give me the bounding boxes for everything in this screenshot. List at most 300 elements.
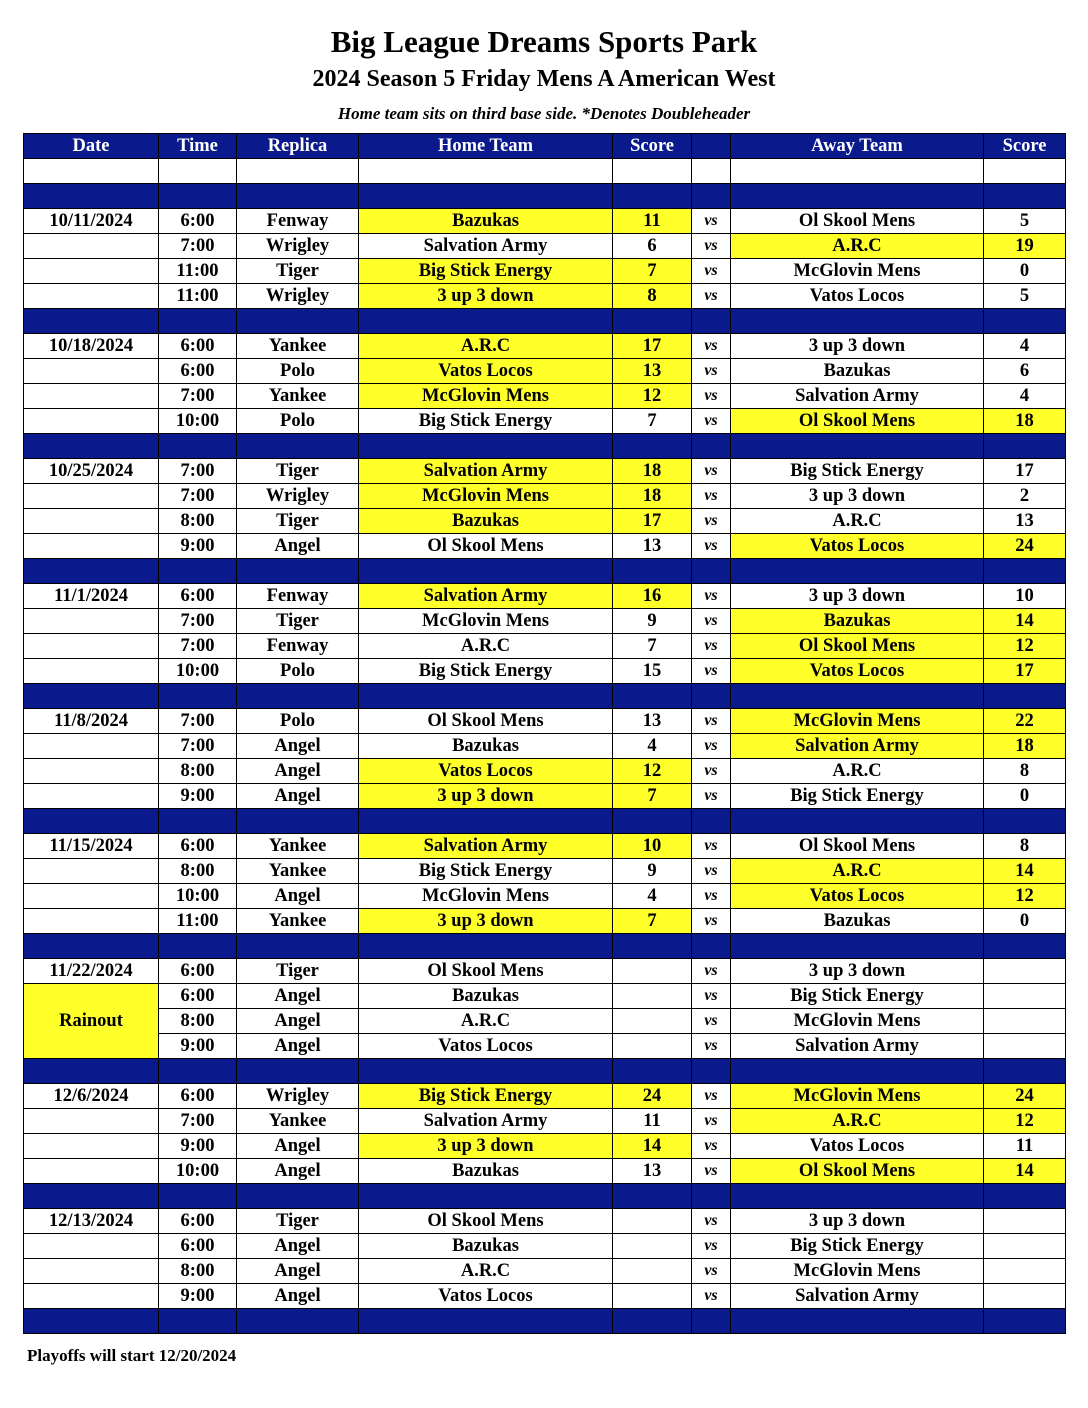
game-time: 10:00 (159, 884, 237, 909)
vs-label: vs (692, 509, 731, 534)
home-team: McGlovin Mens (359, 609, 613, 634)
vs-label: vs (692, 1259, 731, 1284)
away-team: Big Stick Energy (731, 1234, 984, 1259)
game-replica: Wrigley (237, 234, 359, 259)
game-date-empty (24, 484, 159, 509)
home-team: A.R.C (359, 1009, 613, 1034)
home-score (613, 1209, 692, 1234)
home-score: 12 (613, 384, 692, 409)
vs-label: vs (692, 384, 731, 409)
game-date: 11/8/2024 (24, 709, 159, 734)
game-date-empty (24, 1109, 159, 1134)
away-team: Bazukas (731, 609, 984, 634)
game-date-empty (24, 609, 159, 634)
game-replica: Wrigley (237, 1084, 359, 1109)
vs-label: vs (692, 709, 731, 734)
game-time: 8:00 (159, 509, 237, 534)
week-separator-row (24, 434, 1066, 459)
game-time: 7:00 (159, 734, 237, 759)
home-team: A.R.C (359, 634, 613, 659)
home-team: Bazukas (359, 1234, 613, 1259)
away-team: Vatos Locos (731, 884, 984, 909)
home-score: 16 (613, 584, 692, 609)
game-replica: Angel (237, 884, 359, 909)
away-team: McGlovin Mens (731, 709, 984, 734)
game-row (24, 659, 1066, 684)
game-replica: Angel (237, 1259, 359, 1284)
week-separator-row (24, 184, 1066, 209)
away-score (984, 1209, 1066, 1234)
game-row (24, 634, 1066, 659)
game-replica: Angel (237, 534, 359, 559)
away-team: Bazukas (731, 359, 984, 384)
game-date-empty (24, 659, 159, 684)
game-row (24, 609, 1066, 634)
home-team: Ol Skool Mens (359, 959, 613, 984)
away-team: 3 up 3 down (731, 334, 984, 359)
game-replica: Yankee (237, 859, 359, 884)
away-team: McGlovin Mens (731, 1084, 984, 1109)
game-row (24, 509, 1066, 534)
game-replica: Fenway (237, 209, 359, 234)
away-score (984, 984, 1066, 1009)
home-score: 8 (613, 284, 692, 309)
home-team: Ol Skool Mens (359, 709, 613, 734)
schedule-body (24, 134, 1066, 1334)
header-away-score: Score (984, 134, 1066, 159)
home-team: Bazukas (359, 209, 613, 234)
game-row (24, 1034, 1066, 1059)
game-time: 10:00 (159, 409, 237, 434)
game-time: 7:00 (159, 484, 237, 509)
game-date-empty (24, 909, 159, 934)
vs-label: vs (692, 1234, 731, 1259)
away-score: 17 (984, 659, 1066, 684)
home-team: Bazukas (359, 509, 613, 534)
home-team: Salvation Army (359, 584, 613, 609)
vs-label: vs (692, 259, 731, 284)
game-replica: Wrigley (237, 284, 359, 309)
away-score: 6 (984, 359, 1066, 384)
away-score: 4 (984, 334, 1066, 359)
game-row (24, 259, 1066, 284)
away-score: 14 (984, 609, 1066, 634)
away-team: Vatos Locos (731, 659, 984, 684)
away-team: McGlovin Mens (731, 1259, 984, 1284)
game-replica: Tiger (237, 1209, 359, 1234)
game-time: 7:00 (159, 459, 237, 484)
game-date-empty (24, 784, 159, 809)
game-row (24, 1159, 1066, 1184)
home-team: Salvation Army (359, 834, 613, 859)
game-row (24, 709, 1066, 734)
away-score: 2 (984, 484, 1066, 509)
away-score: 18 (984, 409, 1066, 434)
header-replica: Replica (237, 134, 359, 159)
home-team: Big Stick Energy (359, 259, 613, 284)
header-row (24, 134, 1066, 159)
game-replica: Angel (237, 759, 359, 784)
away-score: 14 (984, 859, 1066, 884)
game-row (24, 784, 1066, 809)
away-score: 0 (984, 259, 1066, 284)
playoffs-note: Playoffs will start 12/20/2024 (27, 1346, 237, 1365)
vs-label: vs (692, 959, 731, 984)
away-score: 8 (984, 759, 1066, 784)
home-score: 12 (613, 759, 692, 784)
game-replica: Angel (237, 1034, 359, 1059)
game-row (24, 1109, 1066, 1134)
home-score: 7 (613, 259, 692, 284)
game-row (24, 959, 1066, 984)
home-score: 9 (613, 859, 692, 884)
vs-label: vs (692, 209, 731, 234)
away-score: 17 (984, 459, 1066, 484)
vs-label: vs (692, 1209, 731, 1234)
home-score: 4 (613, 884, 692, 909)
vs-label: vs (692, 334, 731, 359)
game-row (24, 209, 1066, 234)
home-team: Big Stick Energy (359, 859, 613, 884)
game-date: 10/11/2024 (24, 209, 159, 234)
vs-label: vs (692, 284, 731, 309)
home-team: Bazukas (359, 1159, 613, 1184)
away-score (984, 1259, 1066, 1284)
game-date-empty (24, 859, 159, 884)
page-subtitle: 2024 Season 5 Friday Mens A American West (312, 66, 776, 92)
away-score: 0 (984, 784, 1066, 809)
away-team: 3 up 3 down (731, 959, 984, 984)
game-row (24, 409, 1066, 434)
game-time: 11:00 (159, 909, 237, 934)
home-score (613, 1034, 692, 1059)
week-separator-row (24, 809, 1066, 834)
game-row (24, 534, 1066, 559)
game-date: 10/18/2024 (24, 334, 159, 359)
game-time: 9:00 (159, 1134, 237, 1159)
game-time: 7:00 (159, 1109, 237, 1134)
away-team: Big Stick Energy (731, 784, 984, 809)
home-score: 11 (613, 209, 692, 234)
game-row (24, 1234, 1066, 1259)
game-date-empty (24, 759, 159, 784)
game-time: 8:00 (159, 1259, 237, 1284)
away-team: Salvation Army (731, 384, 984, 409)
away-team: 3 up 3 down (731, 484, 984, 509)
home-team: A.R.C (359, 334, 613, 359)
game-time: 6:00 (159, 834, 237, 859)
vs-label: vs (692, 1084, 731, 1109)
game-row (24, 234, 1066, 259)
game-row (24, 459, 1066, 484)
game-date: 11/22/2024 (24, 959, 159, 984)
away-team: McGlovin Mens (731, 1009, 984, 1034)
home-team: Vatos Locos (359, 759, 613, 784)
game-time: 8:00 (159, 1009, 237, 1034)
game-date-empty (24, 1159, 159, 1184)
home-score: 7 (613, 784, 692, 809)
game-row (24, 334, 1066, 359)
home-score: 14 (613, 1134, 692, 1159)
away-score: 22 (984, 709, 1066, 734)
game-time: 9:00 (159, 534, 237, 559)
home-score: 6 (613, 234, 692, 259)
vs-label: vs (692, 409, 731, 434)
game-row (24, 859, 1066, 884)
game-replica: Yankee (237, 384, 359, 409)
game-replica: Polo (237, 359, 359, 384)
away-score: 18 (984, 734, 1066, 759)
game-row (24, 984, 1066, 1009)
home-score: 9 (613, 609, 692, 634)
game-time: 9:00 (159, 1284, 237, 1309)
header-time: Time (159, 134, 237, 159)
game-date: 12/6/2024 (24, 1084, 159, 1109)
home-team: McGlovin Mens (359, 484, 613, 509)
vs-label: vs (692, 659, 731, 684)
game-replica: Angel (237, 734, 359, 759)
vs-label: vs (692, 884, 731, 909)
game-replica: Tiger (237, 459, 359, 484)
vs-label: vs (692, 534, 731, 559)
game-row (24, 484, 1066, 509)
home-team: Vatos Locos (359, 1284, 613, 1309)
vs-label: vs (692, 834, 731, 859)
away-team: Big Stick Energy (731, 984, 984, 1009)
home-score (613, 984, 692, 1009)
home-score (613, 1234, 692, 1259)
game-replica: Angel (237, 1234, 359, 1259)
home-score: 7 (613, 409, 692, 434)
game-replica: Polo (237, 659, 359, 684)
home-score: 11 (613, 1109, 692, 1134)
week-separator-row (24, 559, 1066, 584)
vs-label: vs (692, 484, 731, 509)
game-date-empty (24, 234, 159, 259)
game-time: 7:00 (159, 634, 237, 659)
away-score (984, 1234, 1066, 1259)
home-team: McGlovin Mens (359, 884, 613, 909)
game-time: 8:00 (159, 859, 237, 884)
away-team: Big Stick Energy (731, 459, 984, 484)
home-score: 18 (613, 459, 692, 484)
game-date-empty (24, 359, 159, 384)
away-score: 24 (984, 1084, 1066, 1109)
away-score: 5 (984, 284, 1066, 309)
vs-label: vs (692, 984, 731, 1009)
home-team: McGlovin Mens (359, 384, 613, 409)
home-team: Bazukas (359, 984, 613, 1009)
away-score: 12 (984, 1109, 1066, 1134)
vs-label: vs (692, 234, 731, 259)
schedule-table (23, 133, 1066, 1334)
vs-label: vs (692, 634, 731, 659)
away-team: Ol Skool Mens (731, 1159, 984, 1184)
game-replica: Wrigley (237, 484, 359, 509)
game-replica: Fenway (237, 634, 359, 659)
away-score (984, 1034, 1066, 1059)
game-replica: Yankee (237, 834, 359, 859)
home-team: Ol Skool Mens (359, 534, 613, 559)
away-score: 4 (984, 384, 1066, 409)
game-row (24, 1134, 1066, 1159)
home-score: 24 (613, 1084, 692, 1109)
game-time: 7:00 (159, 384, 237, 409)
home-team: Big Stick Energy (359, 409, 613, 434)
game-replica: Yankee (237, 1109, 359, 1134)
game-date-empty (24, 284, 159, 309)
week-separator-row (24, 309, 1066, 334)
away-team: A.R.C (731, 859, 984, 884)
home-score (613, 959, 692, 984)
game-replica: Angel (237, 984, 359, 1009)
away-team: Salvation Army (731, 734, 984, 759)
away-team: A.R.C (731, 509, 984, 534)
away-score: 19 (984, 234, 1066, 259)
game-date-empty (24, 259, 159, 284)
game-replica: Tiger (237, 509, 359, 534)
away-team: Vatos Locos (731, 1134, 984, 1159)
game-time: 6:00 (159, 1234, 237, 1259)
game-date: 12/13/2024 (24, 1209, 159, 1234)
game-date-empty (24, 384, 159, 409)
home-score: 7 (613, 634, 692, 659)
week-separator-row (24, 1184, 1066, 1209)
away-score: 13 (984, 509, 1066, 534)
game-replica: Angel (237, 1134, 359, 1159)
game-replica: Tiger (237, 609, 359, 634)
away-score: 8 (984, 834, 1066, 859)
home-score: 15 (613, 659, 692, 684)
game-row (24, 834, 1066, 859)
home-score: 7 (613, 909, 692, 934)
away-team: A.R.C (731, 1109, 984, 1134)
vs-label: vs (692, 1109, 731, 1134)
game-time: 6:00 (159, 334, 237, 359)
home-score (613, 1259, 692, 1284)
away-score: 12 (984, 884, 1066, 909)
game-time: 6:00 (159, 209, 237, 234)
game-row (24, 1084, 1066, 1109)
game-replica: Angel (237, 1159, 359, 1184)
home-team: 3 up 3 down (359, 284, 613, 309)
away-team: Ol Skool Mens (731, 634, 984, 659)
home-team: Salvation Army (359, 234, 613, 259)
header-home-team: Home Team (359, 134, 613, 159)
game-time: 10:00 (159, 1159, 237, 1184)
vs-label: vs (692, 1284, 731, 1309)
game-row (24, 759, 1066, 784)
game-date-empty (24, 1134, 159, 1159)
game-time: 10:00 (159, 659, 237, 684)
game-date-empty (24, 509, 159, 534)
vs-label: vs (692, 909, 731, 934)
vs-label: vs (692, 759, 731, 784)
away-team: A.R.C (731, 759, 984, 784)
away-team: Vatos Locos (731, 284, 984, 309)
game-row (24, 1259, 1066, 1284)
game-date-empty (24, 1259, 159, 1284)
game-row (24, 1209, 1066, 1234)
away-score: 24 (984, 534, 1066, 559)
home-team: A.R.C (359, 1259, 613, 1284)
header-home-score: Score (613, 134, 692, 159)
game-date: 10/25/2024 (24, 459, 159, 484)
away-team: A.R.C (731, 234, 984, 259)
header-vs (692, 134, 731, 159)
game-time: 6:00 (159, 959, 237, 984)
home-team: Big Stick Energy (359, 659, 613, 684)
game-row (24, 909, 1066, 934)
away-team: 3 up 3 down (731, 1209, 984, 1234)
home-score: 17 (613, 334, 692, 359)
game-row (24, 384, 1066, 409)
away-score: 5 (984, 209, 1066, 234)
away-score (984, 959, 1066, 984)
vs-label: vs (692, 734, 731, 759)
vs-label: vs (692, 359, 731, 384)
vs-label: vs (692, 1034, 731, 1059)
game-replica: Fenway (237, 584, 359, 609)
game-time: 6:00 (159, 584, 237, 609)
page-title: Big League Dreams Sports Park (330, 24, 758, 59)
vs-label: vs (692, 609, 731, 634)
rainout-label: Rainout (24, 984, 159, 1059)
vs-label: vs (692, 584, 731, 609)
game-row (24, 284, 1066, 309)
header-away-team: Away Team (731, 134, 984, 159)
away-team: Salvation Army (731, 1284, 984, 1309)
game-time: 7:00 (159, 609, 237, 634)
game-date-empty (24, 884, 159, 909)
game-date-empty (24, 634, 159, 659)
game-row (24, 584, 1066, 609)
game-replica: Angel (237, 1009, 359, 1034)
game-date-empty (24, 409, 159, 434)
home-team: 3 up 3 down (359, 1134, 613, 1159)
game-time: 11:00 (159, 284, 237, 309)
home-team: Big Stick Energy (359, 1084, 613, 1109)
game-date-empty (24, 534, 159, 559)
vs-label: vs (692, 784, 731, 809)
home-score: 18 (613, 484, 692, 509)
game-row (24, 734, 1066, 759)
week-separator-row (24, 684, 1066, 709)
schedule-note: Home team sits on third base side. *Denotes Doubleheader (337, 104, 751, 123)
home-score: 13 (613, 709, 692, 734)
week-separator-row (24, 1059, 1066, 1084)
game-replica: Polo (237, 409, 359, 434)
home-team: 3 up 3 down (359, 909, 613, 934)
home-score: 13 (613, 359, 692, 384)
home-team: Vatos Locos (359, 1034, 613, 1059)
game-replica: Tiger (237, 259, 359, 284)
game-date-empty (24, 1234, 159, 1259)
game-row (24, 884, 1066, 909)
game-time: 6:00 (159, 1084, 237, 1109)
away-score: 14 (984, 1159, 1066, 1184)
away-team: Salvation Army (731, 1034, 984, 1059)
game-time: 11:00 (159, 259, 237, 284)
away-team: Ol Skool Mens (731, 409, 984, 434)
vs-label: vs (692, 859, 731, 884)
away-score (984, 1284, 1066, 1309)
home-team: Vatos Locos (359, 359, 613, 384)
game-replica: Tiger (237, 959, 359, 984)
game-replica: Polo (237, 709, 359, 734)
game-replica: Yankee (237, 909, 359, 934)
week-separator-row (24, 1309, 1066, 1334)
